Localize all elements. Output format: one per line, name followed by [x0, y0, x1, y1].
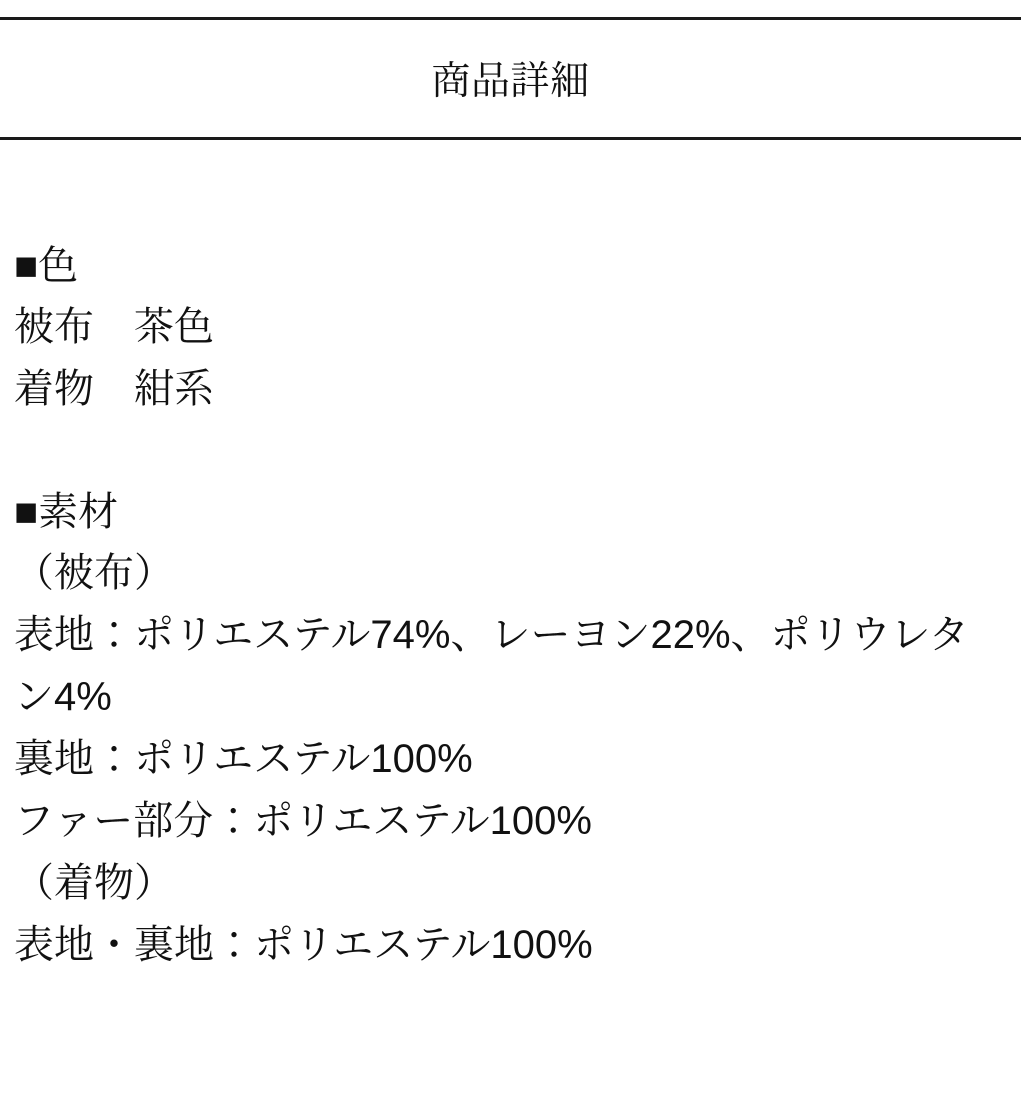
section-material-line: （着物）	[14, 861, 174, 905]
section-color	[14, 236, 1007, 420]
section-material-line: 表地：ポリエステル74%、レーヨン22%、ポリウレタン4%	[14, 613, 969, 719]
section-material-line: 表地・裏地：ポリエステル100%	[14, 923, 593, 967]
page-title: 商品詳細	[431, 60, 590, 103]
section-material-line: 裏地：ポリエステル100%	[14, 737, 473, 781]
section-color-line: 被布 茶色	[14, 305, 214, 349]
section-material-heading: ■素材	[14, 490, 119, 534]
section-color-heading: ■色	[14, 244, 79, 288]
detail-body	[0, 236, 1021, 976]
section-color-line: 着物 紺系	[14, 367, 214, 411]
section-material-line: （被布）	[14, 551, 174, 595]
section-gap	[14, 420, 1007, 482]
title-block	[0, 20, 1021, 137]
section-material-line: ファー部分：ポリエステル100%	[14, 799, 592, 843]
section-material	[14, 482, 1007, 976]
product-detail-page	[0, 17, 1021, 1097]
header-divider-bottom	[0, 137, 1021, 140]
